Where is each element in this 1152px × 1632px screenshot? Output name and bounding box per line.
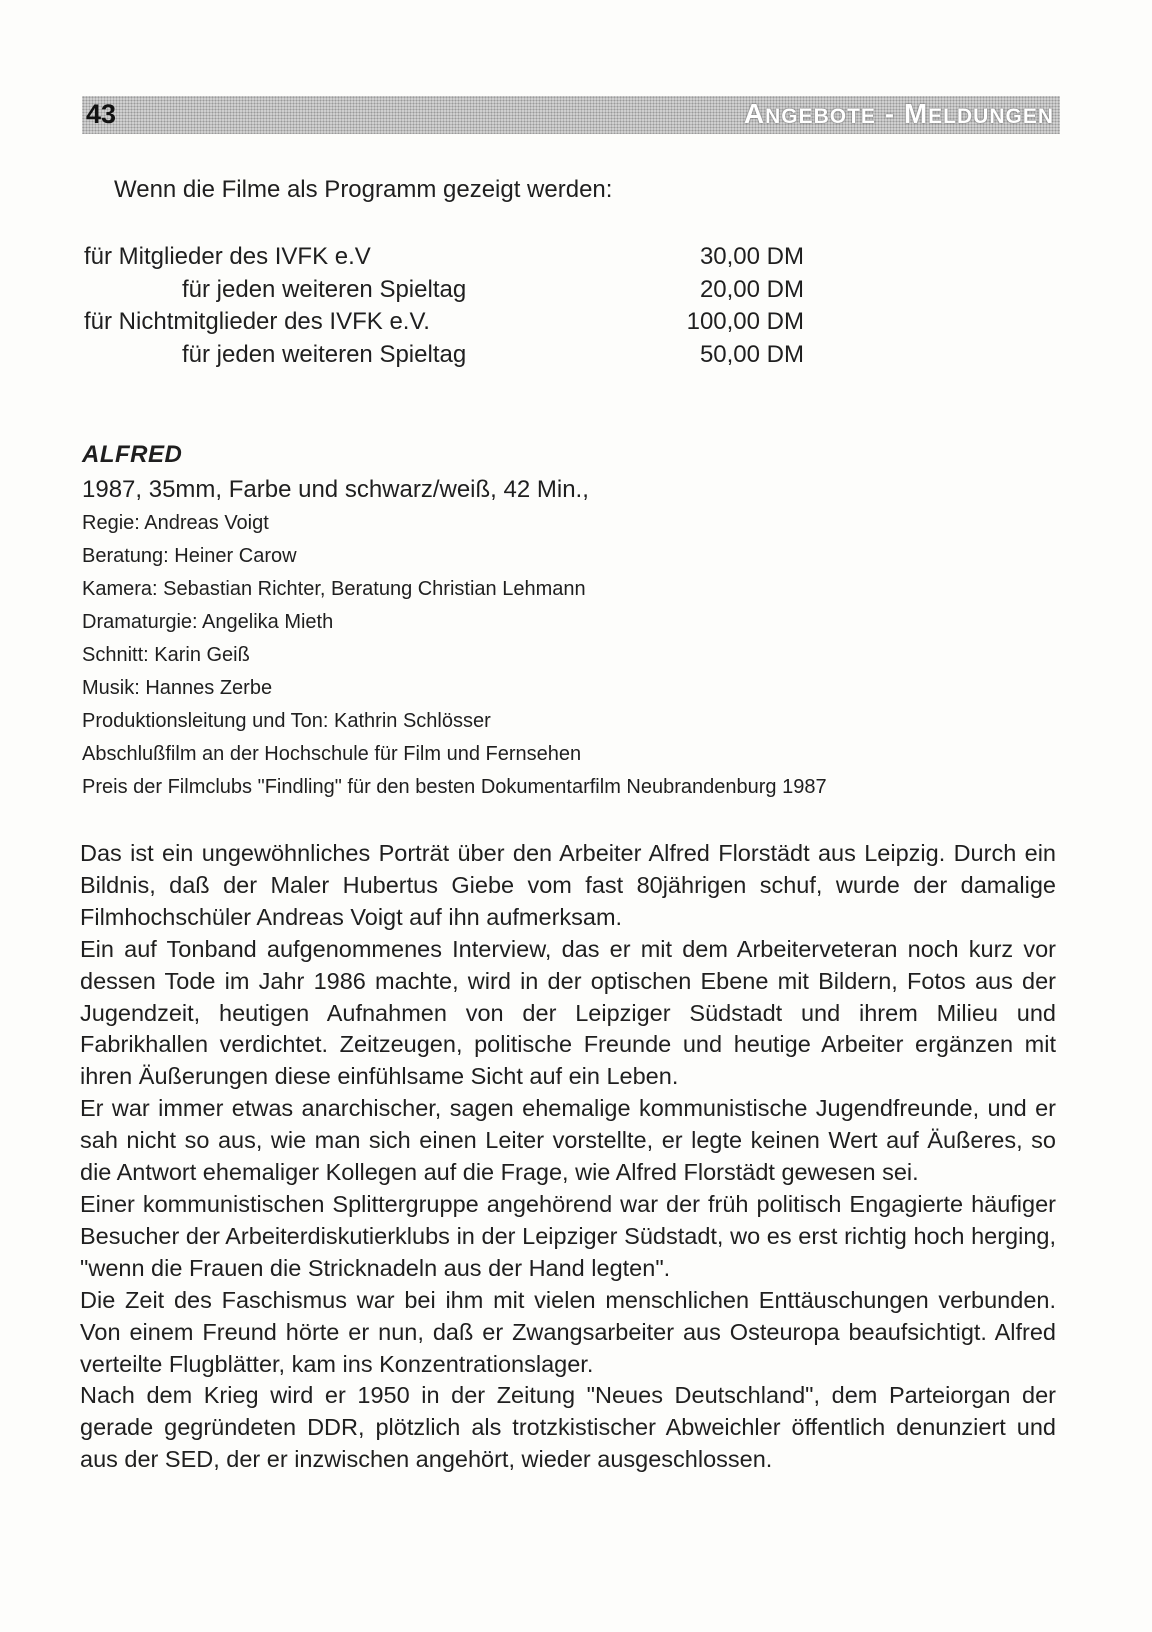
credit-line: Dramaturgie: Angelika Mieth (82, 611, 334, 633)
body-paragraph: Er war immer etwas anarchischer, sagen ehemalige kommunistische Jugendfreunde, und er sah nicht so aus, wie man sich einen Leiter vorstellte, er legte keinen Wert auf Äußeres, so die Antwort ehemaliger Kollegen auf die Frage, wie Alfred Florstädt gewesen sei. (80, 1095, 1056, 1186)
body-paragraph: Einer kommunistischen Splittergruppe angehörend war der früh politisch Engagierte häufiger Besucher der Arbeiterdiskutierklubs in der Leipziger Südstadt, wo es erst richtig hoch herging, "wenn die Frauen die Stricknadeln aus der Hand legten". (80, 1190, 1056, 1281)
body-paragraph: Die Zeit des Faschismus war bei ihm mit vielen menschlichen Enttäuschungen verbunden. Von einem Freund hörte er nun, daß er Zwangsarbeiter aus Osteuropa beaufsichtigt. Alfred verteilte Flugblätter, kam ins Konzentrationslager. (80, 1286, 1056, 1377)
film-info: 1987, 35mm, Farbe und schwarz/weiß, 42 Min., (82, 476, 589, 503)
credit-line: Abschlußfilm an der Hochschule für Film und Fernsehen (82, 743, 582, 765)
price-row (84, 341, 804, 374)
intro-text: Wenn die Filme als Programm gezeigt werden: (114, 176, 613, 203)
price-label: für jeden weiteren Spieltag (182, 340, 467, 368)
article-body (80, 838, 1056, 1476)
credit-line: Schnitt: Karin Geiß (82, 644, 250, 666)
price-amount: 30,00 DM (699, 243, 804, 270)
price-label: für Mitglieder des IVFK e.V (84, 243, 371, 270)
page-number: 43 (86, 99, 117, 129)
credit-line: Beratung: Heiner Carow (82, 545, 297, 567)
price-amount: 50,00 DM (699, 340, 804, 368)
page-header-bar (82, 96, 1060, 134)
price-table (84, 243, 804, 373)
price-label: für jeden weiteren Spieltag (182, 275, 467, 303)
section-title: ANGEBOTE - MELDUNGEN (743, 98, 1054, 129)
credit-line: Regie: Andreas Voigt (82, 512, 269, 534)
body-paragraph: Ein auf Tonband aufgenommenes Interview, das er mit dem Arbeiterveteran noch kurz vor dessen Tode im Jahr 1986 machte, wird in der optischen Ebene mit Bildern, Fotos aus der Jugendzeit, heutigen Aufnahmen von der Leipziger Südstadt und ihrem Milieu und Fabrikhallen verdichtet. Zeitzeugen, politische Freunde und heutige Arbeiter ergänzen mit ihren Äußerungen diese einfühlsame Sicht auf ein Leben. (80, 935, 1056, 1090)
price-row (84, 308, 804, 341)
price-row (84, 276, 804, 309)
film-title: ALFRED (82, 441, 183, 468)
credit-line: Kamera: Sebastian Richter, Beratung Christian Lehmann (82, 578, 586, 600)
film-credits (82, 510, 1042, 807)
price-label: für Nichtmitglieder des IVFK e.V. (84, 308, 430, 335)
body-paragraph: Das ist ein ungewöhnliches Porträt über den Arbeiter Alfred Florstädt aus Leipzig. Durch ein Bildnis, daß der Maler Hubertus Giebe vom fast 80jährigen schuf, wurde der damalige Filmhochschüler Andreas Voigt auf ihn aufmerksam. (80, 840, 1056, 930)
credit-line: Produktionsleitung und Ton: Kathrin Schlösser (82, 710, 491, 732)
price-row (84, 243, 804, 276)
body-paragraph: Nach dem Krieg wird er 1950 in der Zeitung "Neues Deutschland", dem Parteiorgan der gerade gegründeten DDR, plötzlich als trotzkistischer Abweichler öffentlich denunziert und aus der SED, der er inzwischen angehört, wieder ausgeschlossen. (80, 1382, 1056, 1473)
price-amount: 100,00 DM (686, 308, 804, 335)
credit-line: Musik: Hannes Zerbe (82, 677, 273, 699)
price-amount: 20,00 DM (699, 275, 804, 303)
credit-line: Preis der Filmclubs "Findling" für den besten Dokumentarfilm Neubrandenburg 1987 (82, 776, 827, 798)
